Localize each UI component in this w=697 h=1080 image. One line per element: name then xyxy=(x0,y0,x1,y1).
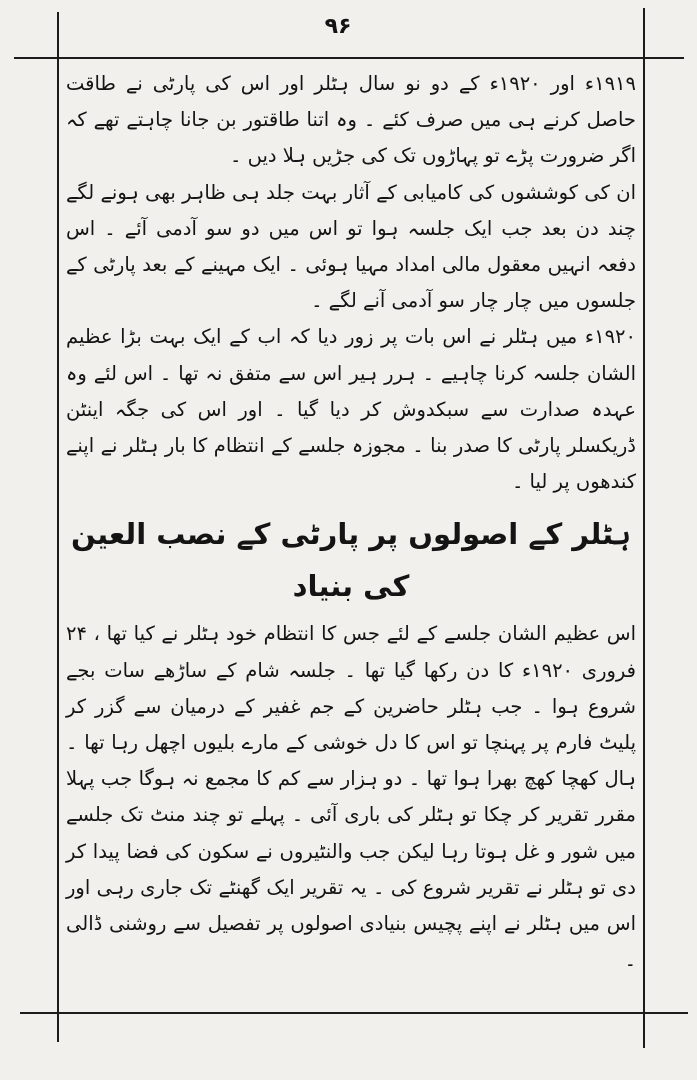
paragraph-3: ۱۹۲۰ء میں ہٹلر نے اس بات پر زور دیا کہ اب کے ایک بہت بڑا عظیم الشان جلسہ کرنا چاہیے ۔ ہرر ہیر اس سے متفق نہ تھا ۔ اس لئے وہ عہدہ صدارت سے سبکدوش کر دیا گیا ۔ اور اس کی جگہ اینٹن ڈریکسلر پارٹی کا صدر بنا ۔ مجوزہ جلسے کے انتظام کا بار ہٹلر نے اپنے کندھوں پر لیا ۔ xyxy=(66,325,636,494)
section-heading: ہٹلر کے اصولوں پر پارٹی کے نصب العین کی بنیاد xyxy=(71,517,631,604)
paragraph-4: اس عظیم الشان جلسے کے لئے جس کا انتظام خود ہٹلر نے کیا تھا ، ۲۴ فروری ۱۹۲۰ء کا دن رکھا گیا تھا ۔ جلسہ شام کے ساڑھے سات بجے شروع ہوا ۔ جب ہٹلر حاضرین کے جم غفیر کے درمیان سے گزر کر پلیٹ فارم پر پہنچا تو اس کا دل خوشی کے مارے بلیوں اچھل رہا تھا ۔ ہال کھچا کھچ بھرا ہوا تھا ۔ دو ہزار سے کم کا مجمع نہ ہوگا جب پہلا مقرر تقریر کر چکا تو ہٹلر کی باری آئی ۔ پہلے تو چند منٹ تک جلسے میں شور و غل ہوتا رہا لیکن جب والنٹیروں نے سکون کی فضا پیدا کر دی تو ہٹلر نے تقریر شروع کی ۔ یہ تقریر ایک گھنٹے تک جاری رہی اور اس میں ہٹلر نے اپنے پچیس بنیادی اصولوں پر تفصیل سے روشنی ڈالی ۔ xyxy=(66,622,636,972)
bottom-rule xyxy=(20,1012,688,1014)
paragraph-2: ان کی کوششوں کی کامیابی کے آثار بہت جلد ہی ظاہر بھی ہونے لگے چند دن بعد جب ایک جلسہ ہوا تو اس میں دو سو آدمی آئے ۔ اس دفعہ انہیں معقول مالی امداد مہیا ہوئی ۔ ایک مہینے کے بعد پارٹی کے جلسوں میں چار چار سو آدمی آنے لگے ۔ xyxy=(66,180,636,313)
left-rule xyxy=(57,12,59,1042)
top-rule xyxy=(14,57,684,59)
paragraph-1: ۱۹۱۹ء اور ۱۹۲۰ء کے دو نو سال ہٹلر اور اس کی پارٹی نے طاقت حاصل کرنے ہی میں صرف کئے ۔ وہ اتنا طاقتور بن جانا چاہتے تھے کہ اگر ضرورت پڑے تو پہاڑوں تک کی جڑیں ہلا دیں ۔ xyxy=(66,72,636,168)
page-number: ۹۶ xyxy=(324,14,352,39)
right-rule xyxy=(643,8,645,1048)
body-text xyxy=(66,62,636,978)
